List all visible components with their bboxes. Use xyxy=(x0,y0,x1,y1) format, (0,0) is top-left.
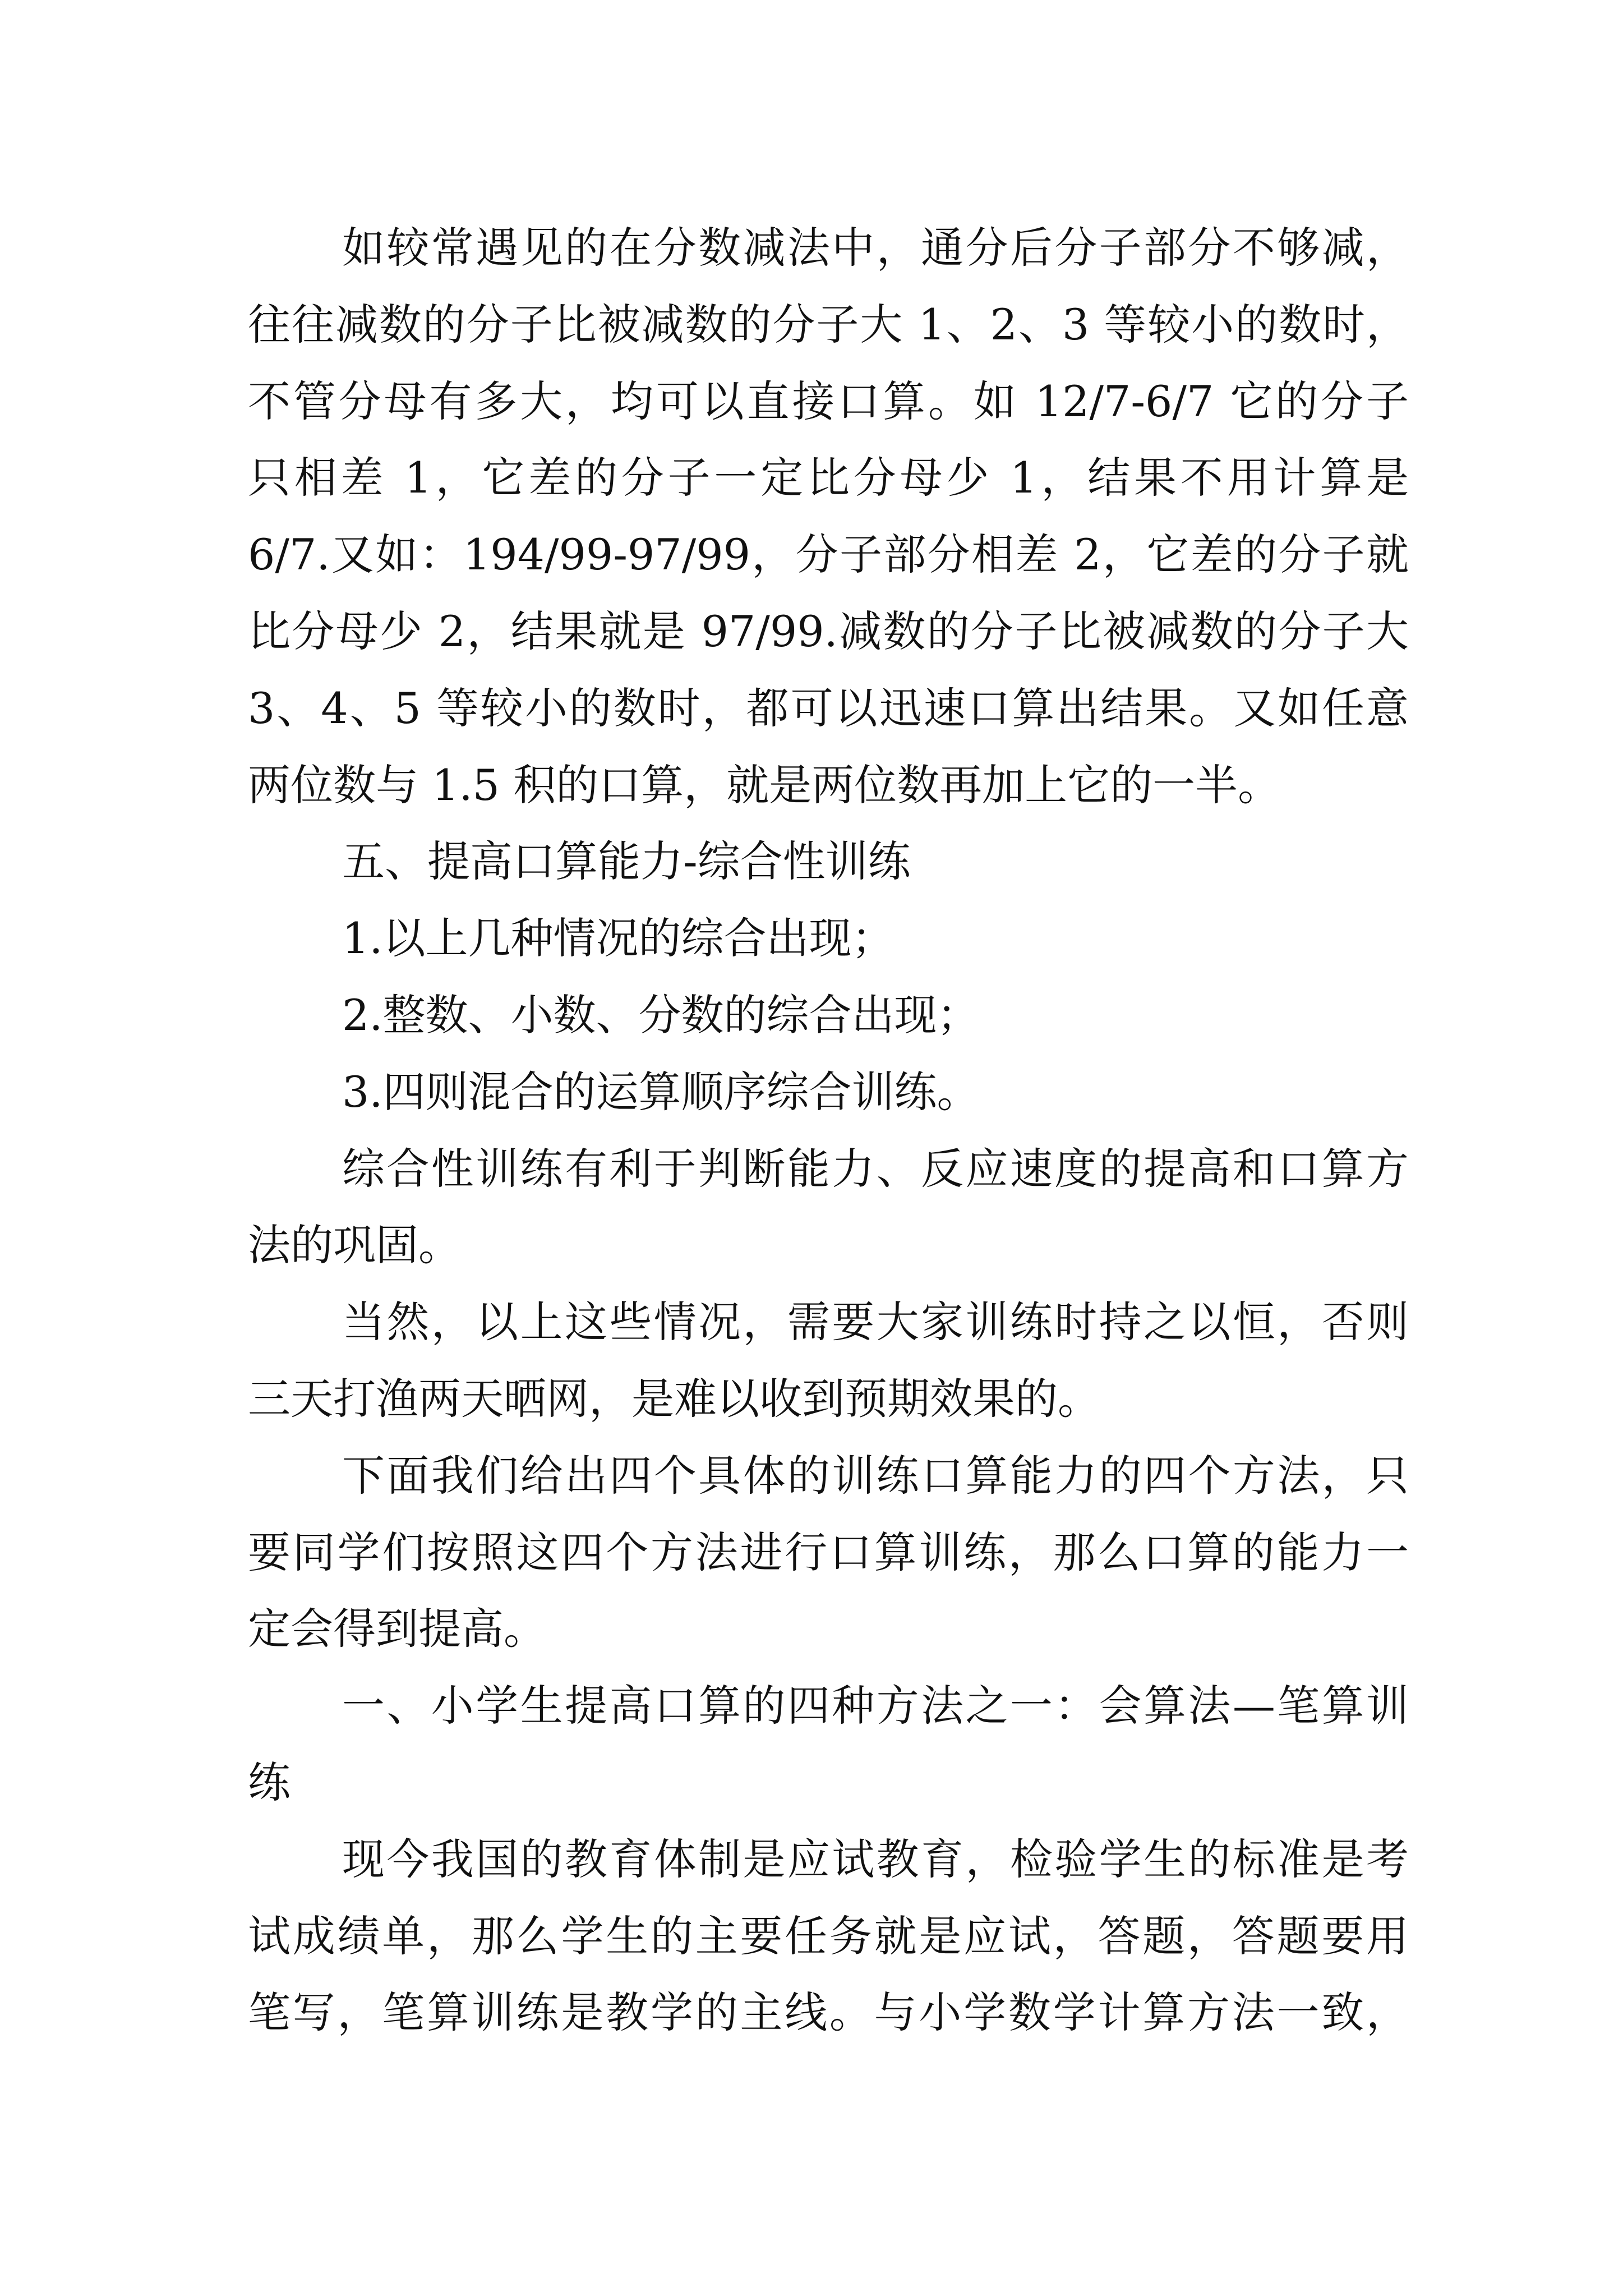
list-item xyxy=(248,977,1409,1054)
paragraph xyxy=(248,1438,1409,1668)
paragraph xyxy=(248,1284,1409,1438)
text-line: 3、4、5 等较小的数时，都可以迅速口算出结果。又如任意 xyxy=(248,683,1409,733)
text-line: 6/7.又如：194/99-97/99，分子部分相差 2，它差的分子就 xyxy=(248,530,1409,580)
text-line: 综合性训练有利于判断能力、反应速度的提高和口算方 xyxy=(342,1143,1409,1194)
text-line: 三天打渔两天晒网，是难以收到预期效果的。 xyxy=(248,1373,1100,1424)
text-line: 两位数与 1.5 积的口算，就是两位数再加上它的一半。 xyxy=(248,760,1281,810)
paragraph xyxy=(248,1131,1409,1285)
text-line: 只相差 1，它差的分子一定比分母少 1，结果不用计算是 xyxy=(248,453,1409,503)
text-line: 当然，以上这些情况，需要大家训练时持之以恒，否则 xyxy=(342,1297,1409,1347)
text-line: 现今我国的教育体制是应试教育，检验学生的标准是考 xyxy=(342,1834,1409,1884)
text-line: 试成绩单，那么学生的主要任务就是应试，答题，答题要用 xyxy=(248,1911,1409,1961)
list-item-text: 2.整数、小数、分数的综合出现； xyxy=(342,990,980,1040)
text-line: 如较常遇见的在分数减法中，通分后分子部分不够减， xyxy=(342,223,1409,273)
text-line: 比分母少 2，结果就是 97/99.减数的分子比被减数的分子大 xyxy=(248,606,1409,656)
section-heading-text: 一、小学生提高口算的四种方法之一：会算法—笔算训 xyxy=(342,1681,1409,1731)
section-heading-text: 练 xyxy=(248,1757,291,1807)
paragraph xyxy=(248,210,1409,823)
text-line: 法的巩固。 xyxy=(248,1220,461,1271)
list-item-text: 1.以上几种情况的综合出现； xyxy=(342,913,895,964)
text-line: 下面我们给出四个具体的训练口算能力的四个方法，只 xyxy=(342,1450,1409,1501)
paragraph xyxy=(248,1821,1409,2051)
list-item-text: 3.四则混合的运算顺序综合训练。 xyxy=(342,1066,980,1117)
section-heading xyxy=(248,1668,1409,1821)
text-line: 往往减数的分子比被减数的分子大 1、2、3 等较小的数时， xyxy=(248,299,1409,349)
section-heading-text: 五、提高口算能力-综合性训练 xyxy=(342,836,911,887)
list-item xyxy=(248,1054,1409,1131)
text-line: 定会得到提高。 xyxy=(248,1604,546,1654)
text-line: 要同学们按照这四个方法进行口算训练，那么口算的能力一 xyxy=(248,1527,1409,1577)
list-item xyxy=(248,900,1409,977)
text-line: 不管分母有多大，均可以直接口算。如 12/7-6/7 它的分子 xyxy=(248,376,1409,426)
text-line: 笔写，笔算训练是教学的主线。与小学数学计算方法一致， xyxy=(248,1987,1409,2038)
document-body xyxy=(248,210,1409,2051)
section-heading xyxy=(248,823,1409,900)
